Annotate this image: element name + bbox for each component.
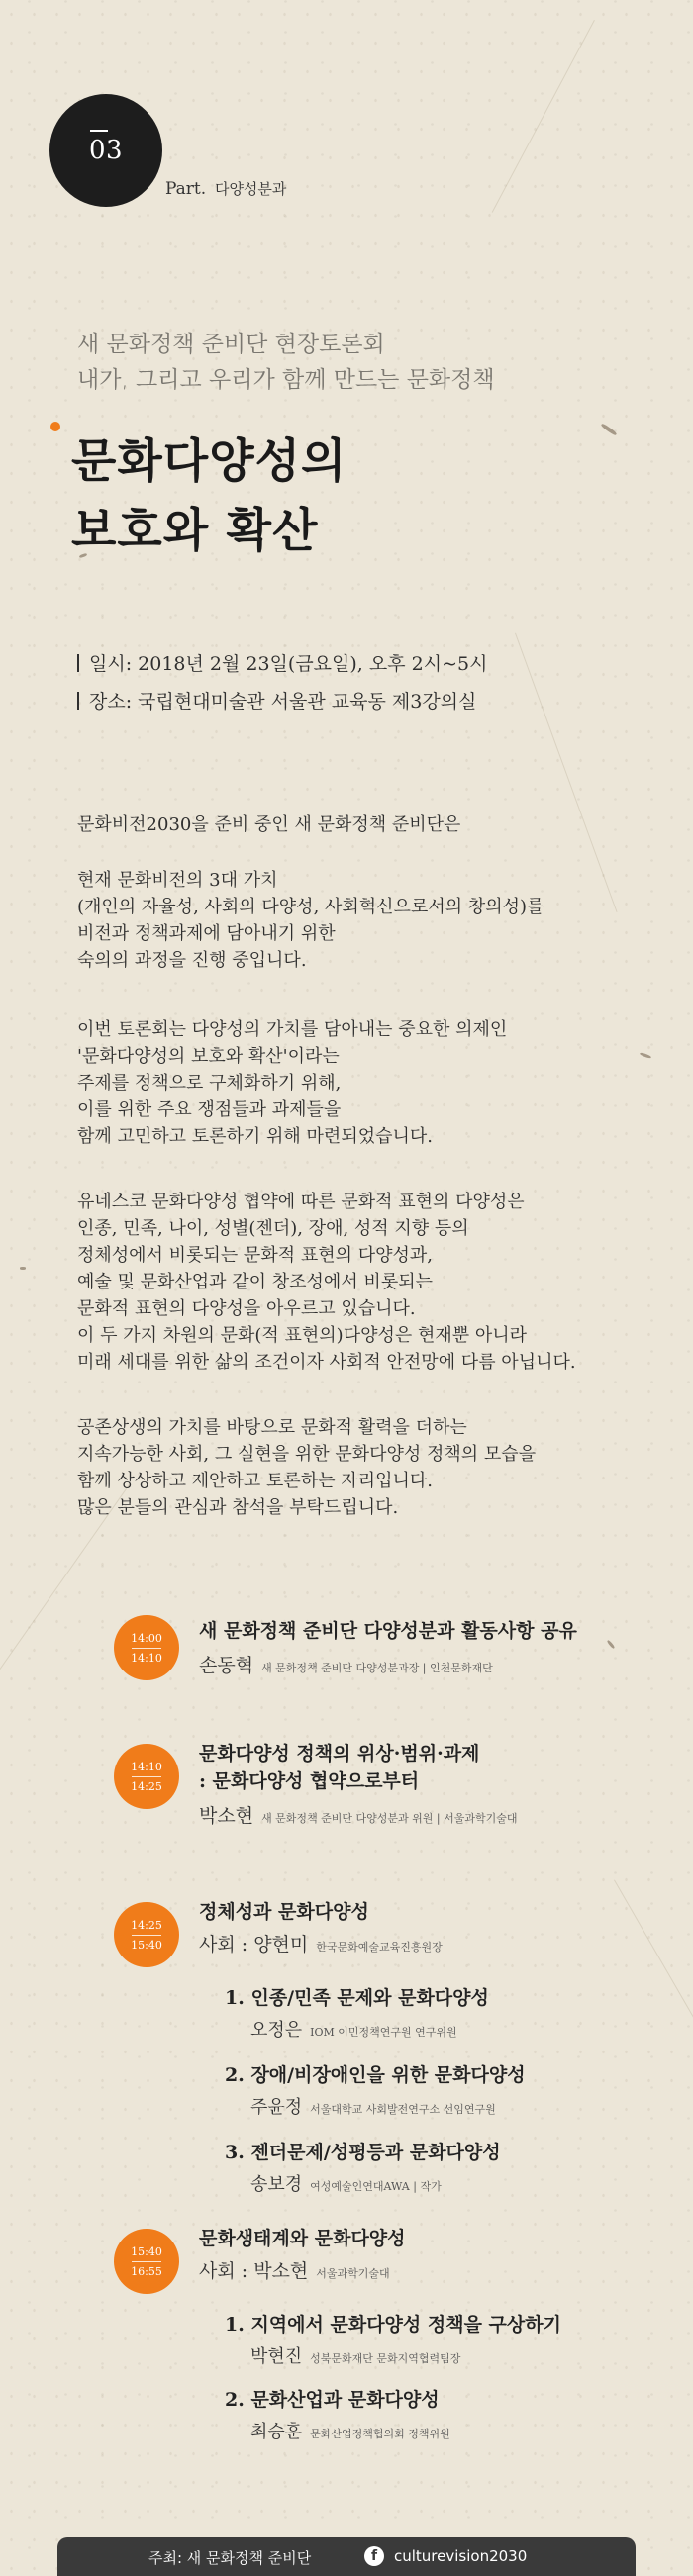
part-name: 다양성분과	[214, 180, 287, 198]
session-title: 정체성과 문화다양성	[199, 1901, 369, 1923]
speaker-role: 새 문화정책 준비단 다양성분과 위원 | 서울과학기술대	[261, 1812, 518, 1825]
moderator-name: 사회 : 양현미	[199, 1934, 309, 1956]
event-place	[77, 687, 476, 714]
item-title: 3. 젠더문제/성평등과 문화다양성	[225, 2142, 501, 2163]
event-date	[77, 649, 487, 676]
speaker-name: 주윤정	[250, 2097, 303, 2118]
paper-speck	[20, 1267, 26, 1270]
session-speaker	[199, 1801, 518, 1828]
program-session	[114, 1615, 629, 1694]
item-title: 1. 인종/민족 문제와 문화다양성	[225, 1987, 489, 2009]
session-item	[225, 1983, 489, 2042]
body-paragraph: 이번 토론회는 다양성의 가치를 담아내는 중요한 의제인 '문화다양성의 보호와 확산'이라는 주제를 정책으로 구체화하기 위해, 이를 위한 주요 쟁점들과 과제들을 함께 고민하고 토론하기 위해 마련되었습니다.	[77, 1019, 508, 1147]
speaker-name: 박현진	[250, 2346, 303, 2367]
time-end: 14:10	[131, 1651, 162, 1665]
time-end: 14:25	[131, 1779, 162, 1793]
speaker-role: 성북문화재단 문화지역협력팀장	[310, 2352, 461, 2365]
session-title: 문화다양성 정책의 위상·범위·과제 : 문화다양성 협약으로부터	[199, 1743, 480, 1792]
paper-speck	[600, 423, 617, 436]
time-start: 14:00	[131, 1631, 162, 1645]
speaker-name: 최승훈	[250, 2422, 303, 2442]
time-divider	[132, 1648, 161, 1649]
time-badge	[114, 1902, 179, 1967]
program-session	[114, 2229, 629, 2456]
facebook-icon[interactable]: f	[364, 2546, 384, 2566]
time-badge	[114, 1615, 179, 1680]
speaker-role: 문화산업정책협의회 정책위원	[310, 2428, 450, 2440]
session-item	[225, 2138, 501, 2196]
session-item	[225, 2060, 526, 2119]
program-session	[114, 1744, 629, 1853]
item-speaker	[250, 2093, 526, 2119]
item-title: 1. 지역에서 문화다양성 정책을 구상하기	[225, 2314, 561, 2336]
item-speaker	[250, 2016, 489, 2042]
page-title	[71, 428, 346, 566]
paper-fiber	[492, 20, 595, 213]
subtitle-line-2: 내가, 그리고 우리가 함께 만드는 문화정책	[77, 367, 495, 393]
time-divider	[132, 1776, 161, 1777]
speaker-role: 서울대학교 사회발전연구소 선임연구원	[310, 2103, 496, 2116]
speaker-role: 새 문화정책 준비단 다양성분과장 | 인천문화재단	[261, 1662, 493, 1674]
subtitle-line-1: 새 문화정책 준비단 현장토론회	[77, 332, 385, 357]
moderator-name: 사회 : 박소현	[199, 2260, 309, 2282]
speaker-name: 박소현	[199, 1805, 254, 1827]
speaker-name: 오정은	[250, 2020, 303, 2041]
time-start: 15:40	[131, 2244, 162, 2258]
event-date-text: 일시: 2018년 2월 23일(금요일), 오후 2시~5시	[89, 653, 488, 675]
speaker-role: 여성예술인연대AWA | 작가	[310, 2180, 442, 2193]
facebook-handle-link[interactable]: culturevision2030	[394, 2547, 528, 2565]
speaker-name: 손동혁	[199, 1655, 254, 1676]
part-prefix: Part.	[165, 179, 207, 199]
event-place-text: 장소: 국립현대미술관 서울관 교육동 제3강의실	[89, 691, 477, 713]
footer-bar	[57, 2537, 636, 2576]
item-speaker	[250, 2170, 501, 2196]
time-divider	[132, 2261, 161, 2262]
moderator-role: 서울과학기술대	[316, 2267, 390, 2280]
session-speaker	[199, 2256, 390, 2283]
part-label	[165, 178, 286, 199]
title-line-1: 문화다양성의	[71, 434, 347, 489]
body-paragraph: 공존상생의 가치를 바탕으로 문화적 활력을 더하는 지속가능한 사회, 그 실현을 위한 문화다양성 정책의 모습을 함께 상상하고 제안하고 토론하는 자리입니다. 많은 분들의 관심과 참석을 부탁드립니다.	[77, 1417, 537, 1518]
time-end: 15:40	[131, 1938, 162, 1952]
time-badge	[114, 2229, 179, 2294]
info-bar	[77, 692, 79, 710]
event-subtitle	[77, 327, 495, 398]
time-divider	[132, 1935, 161, 1936]
time-end: 16:55	[131, 2264, 162, 2278]
time-start: 14:25	[131, 1918, 162, 1932]
session-speaker	[199, 1930, 443, 1956]
body-paragraph: 문화비전2030을 준비 중인 새 문화정책 준비단은	[77, 814, 461, 835]
time-start: 14:10	[131, 1760, 162, 1773]
part-number: 03	[88, 136, 124, 165]
session-title: 새 문화정책 준비단 다양성분과 활동사항 공유	[199, 1620, 577, 1642]
host-text: 주최: 새 문화정책 준비단	[148, 2549, 312, 2567]
session-item	[225, 2385, 450, 2443]
session-speaker	[199, 1651, 493, 1677]
time-badge	[114, 1744, 179, 1809]
info-bar	[77, 654, 79, 672]
item-title: 2. 문화산업과 문화다양성	[225, 2389, 440, 2411]
program-session	[114, 1902, 629, 2199]
body-paragraph: 유네스코 문화다양성 협약에 따른 문화적 표현의 다양성은 인종, 민족, 나이, 성별(젠더), 장애, 성적 지향 등의 정체성에서 비롯되는 문화적 표현의 다양성과, 예술 및 문화산업과 같이 창조성에서 비롯되는 문화적 표현의 다양성을 아우르고 있습니다. 이 두 가지 차원의 문화(적 표현의)다양성은 현재뿐 아니라 미래 세대를 위한 삶의 조건이자 사회적 안전망에 다름 아닙니다.	[77, 1192, 576, 1373]
item-speaker	[250, 2342, 561, 2368]
item-title: 2. 장애/비장애인을 위한 문화다양성	[225, 2064, 526, 2086]
speaker-name: 송보경	[250, 2174, 303, 2195]
part-badge	[50, 94, 162, 207]
moderator-role: 한국문화예술교육진흥원장	[316, 1941, 443, 1954]
body-paragraph: 현재 문화비전의 3대 가치 (개인의 자율성, 사회의 다양성, 사회혁신으로서의 창의성)를 비전과 정책과제에 담아내기 위한 숙의의 과정을 진행 중입니다.	[77, 870, 544, 971]
item-speaker	[250, 2418, 450, 2443]
title-accent-dot	[50, 422, 60, 431]
session-item	[225, 2310, 561, 2368]
title-line-2: 보호와 확산	[71, 504, 319, 558]
session-title: 문화생태계와 문화다양성	[199, 2228, 406, 2249]
speaker-role: IOM 이민정책연구원 연구위원	[310, 2026, 457, 2039]
